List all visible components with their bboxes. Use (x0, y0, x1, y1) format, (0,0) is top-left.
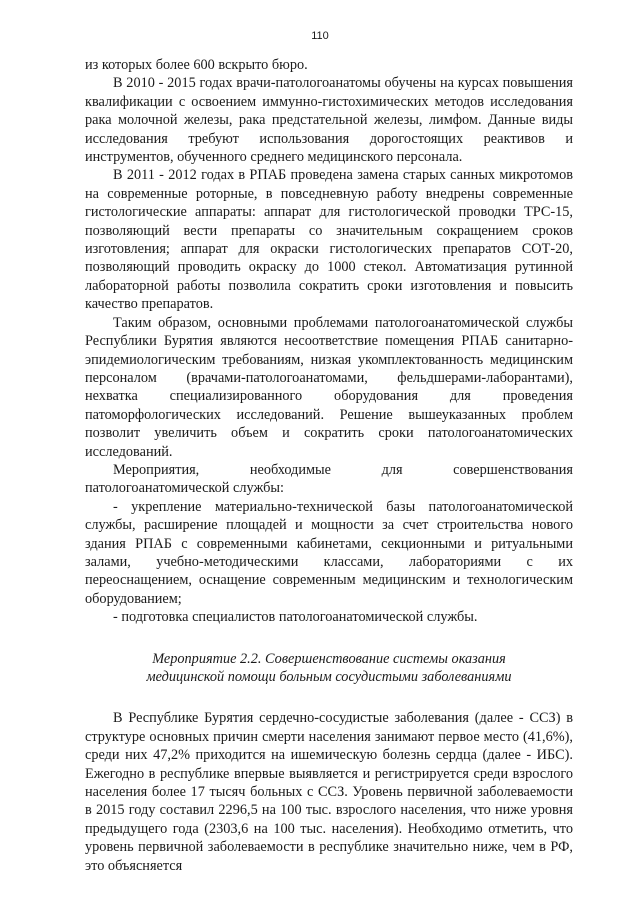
paragraph-cardiovascular: В Республике Бурятия сердечно-сосудистые заболевания (далее - ССЗ) в структуре основных причин смерти населения занимают первое место (41,6%), среди них 47,2% приходится на ишемическую болезнь сердца (далее - ИБС). Ежегодно в республике впервые выявляется и регистрируется среди взрослого населения более 17 тысяч больных с ССЗ. Уровень первичной заболеваемости в 2015 году составил 2296,5 на 100 тыс. взрослого населения, что ниже уровня предыдущего года (2303,6 на 100 тыс. населения). Необходимо отметить, что уровень первичной заболеваемости в республике значительно ниже, чем в РФ, это объясняется (85, 710, 573, 874)
paragraph-equipment: В 2011 - 2012 годах в РПАБ проведена замена старых санных микротомов на современные роторные, в повседневную работу внедрены современные гистологические аппараты: аппарат для гистологической проводки ТРС-15, позволяющий вести препараты со значительным сокращением сроков изготовления; аппарат для окраски гистологических препаратов СОТ-20, позволяющий проводить окраску до 1000 стекол. Автоматизация рутинной лабораторной работы позволила сократить сроки изготовления и повысить качество препаратов. (85, 167, 573, 313)
paragraph-problems: Таким образом, основными проблемами патологоанатомической службы Республики Бурятия являются несоответствие помещения РПАБ санитарно-эпидемиологическим требованиям, низкая укомплектованность медицинским персоналом (врачами-патологоанатомами, фельдшерами-лаборантами), нехватка специализированного оборудования для проведения патоморфологических исследований. Решение вышеуказанных проблем позволит увеличить объем и сократить сроки патологоанатомических исследований. (85, 314, 573, 460)
section-heading-line2: медицинской помощи больным сосудистыми заболеваниями (146, 669, 512, 685)
list-item-infrastructure: - укрепление материально-технической базы патологоанатомической службы, расширение площадей и мощности за счет строительства нового здания РПАБ с современными кабинетами, секционными и ритуальными залами, учебно-методическими классами, лабораториями с их переоснащением, оснащение современным медицинским и технологическим оборудованием; (85, 498, 573, 607)
paragraph-measures-intro: Мероприятия, необходимые для совершенствования патологоанатомической службы: (85, 461, 573, 497)
list-item-training: - подготовка специалистов патологоанатомической службы. (113, 609, 478, 626)
page-number: 110 (311, 30, 329, 42)
section-heading (85, 650, 573, 687)
paragraph-continuation: из которых более 600 вскрыто бюро. (85, 57, 308, 73)
document-body (85, 56, 573, 875)
section-heading-line1: Мероприятие 2.2. Совершенствование системы оказания (152, 650, 506, 667)
paragraph-training: В 2010 - 2015 годах врачи-патологоанатомы обучены на курсах повышения квалификации с освоением иммунно-гистохимических методов исследования рака молочной железы, рака предстательной железы, лимфом. Данные виды исследования требуют использования дорогостоящих реактивов и инструментов, обученного среднего медицинского персонала. (85, 75, 573, 166)
